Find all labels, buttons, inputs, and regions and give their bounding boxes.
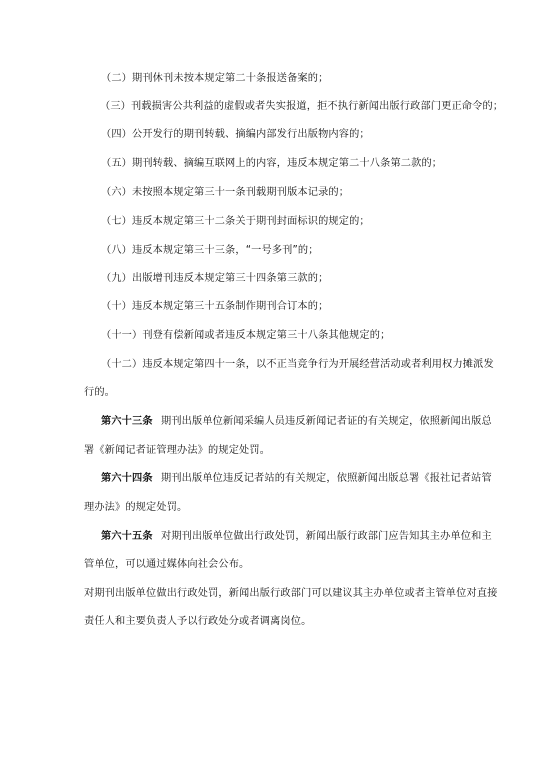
list-item-7: （七）违反本规定第三十二条关于期刊封面标识的规定的；: [101, 216, 370, 227]
list-item-12: （十二）违反本规定第四十一条，以不正当竞争行为开展经营活动或者利用权力摊派发: [101, 359, 494, 370]
closing-paragraph-continuation: 责任人和主要负责人予以行政处分或者调离岗位。: [84, 616, 312, 627]
list-item-6: （六）未按照本规定第三十一条刊载期刊版本记录的；: [101, 187, 350, 198]
list-item-10: （十）违反本规定第三十五条制作期刊合订本的；: [101, 301, 329, 312]
list-item-12-continuation: 行的。: [84, 387, 116, 398]
article-65-text: 对期刊出版单位做出行政处罚，新闻出版行政部门应告知其主办单位和主: [161, 531, 492, 542]
list-item-2: （二）期刊休刊未按本规定第二十条报送备案的；: [101, 73, 329, 84]
list-item-5: （五）期刊转载、摘编互联网上的内容，违反本规定第二十八条第二款的；: [101, 158, 443, 169]
article-65-title: 第六十五条: [101, 531, 153, 542]
list-item-11: （十一）刊登有偿新闻或者违反本规定第三十八条其他规定的；: [101, 330, 391, 341]
article-63-text-continuation: 署《新闻记者证管理办法》的规定处罚。: [84, 445, 271, 456]
list-item-3: （三）刊载损害公共利益的虚假或者失实报道，拒不执行新闻出版行政部门更正命令的；: [100, 101, 504, 112]
article-63-title: 第六十三条: [101, 416, 153, 427]
article-64-title: 第六十四条: [101, 473, 153, 484]
list-item-4: （四）公开发行的期刊转载、摘编内部发行出版物内容的；: [101, 129, 370, 140]
closing-paragraph: 对期刊出版单位做出行政处罚，新闻出版行政部门可以建议其主办单位或者主管单位对直接: [84, 588, 498, 599]
list-item-8: （八）违反本规定第三十三条，“一号多刊”的；: [101, 245, 319, 256]
article-64-text-continuation: 理办法》的规定处罚。: [84, 502, 188, 513]
list-item-9: （九）出版增刊违反本规定第三十四条第三款的；: [101, 273, 329, 284]
article-64-text: 期刊出版单位违反记者站的有关规定，依照新闻出版总署《报社记者站管: [161, 473, 492, 484]
article-65-text-continuation: 管单位，可以通过媒体向社会公布。: [84, 559, 250, 570]
article-63-text: 期刊出版单位新闻采编人员违反新闻记者证的有关规定，依照新闻出版总: [161, 416, 492, 427]
